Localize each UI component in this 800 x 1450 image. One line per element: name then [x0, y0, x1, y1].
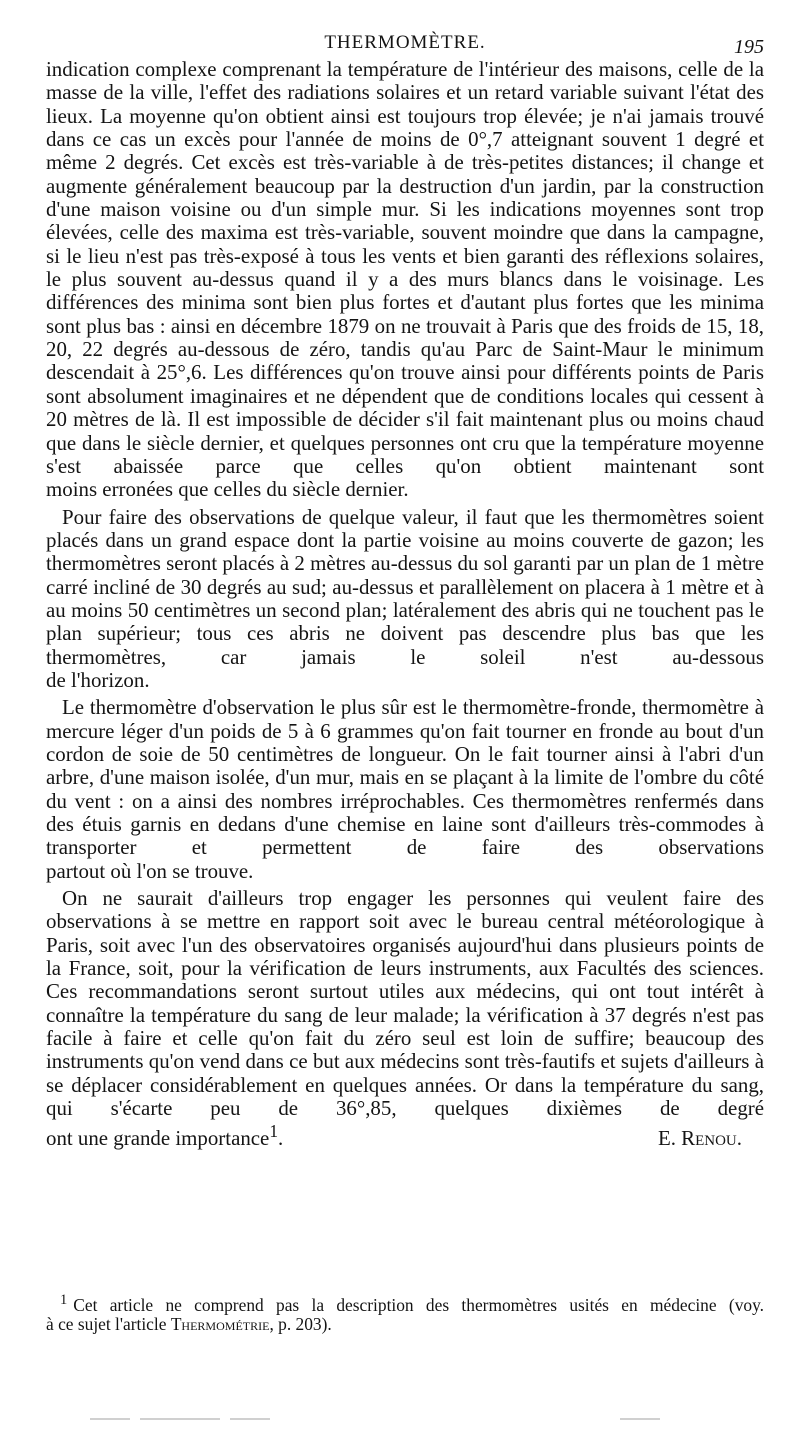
scan-artifact	[90, 1418, 130, 1420]
footnote	[46, 1291, 764, 1335]
paragraph-2-last-text: de l'horizon.	[46, 667, 150, 692]
footnote-mark: 1	[60, 1292, 68, 1308]
paragraph-1-last-text: moins erronées que celles du siècle dernier.	[46, 477, 409, 502]
paragraph-4-last-line	[46, 1120, 764, 1150]
scan-artifact	[140, 1418, 220, 1420]
scan-artifact	[620, 1418, 660, 1420]
page-header	[40, 28, 770, 58]
running-title: THERMOMÈTRE.	[324, 32, 486, 53]
scan-artifact	[230, 1418, 270, 1420]
paragraph-2-last-line	[46, 669, 764, 692]
page-number: 195	[734, 36, 764, 58]
paragraph-3-last-line	[46, 860, 764, 883]
paragraph-4: On ne saurait d'ailleurs trop engager les personnes qui veulent faire des observations à se mettre en rapport soit avec le bureau central météorologique à Paris, soit avec l'un des observatoires organisés aujourd'hui dans plusieurs points de la France, soit, pour la vérification de leurs instruments, aux Facultés des sciences. Ces recommandations seront surtout utiles aux médecins, qui ont tout intérêt à connaître la température du sang de leur malade; la vérification à 37 degrés n'est pas facile à faire et celle qu'on fait du zéro seul est loin de suffire; beaucoup des instruments qu'on vend dans ce but aux médecins sont très-fautifs et sujets d'ailleurs à se déplacer considérablement en quelques années. Or dans la température du sang, qui s'écarte peu de 36°,85, quelques dixièmes de degré	[46, 886, 764, 1121]
paragraph-4-last-text: ont une grande importance$^1$.	[46, 1121, 284, 1151]
paragraph-1: indication complexe comprenant la température de l'intérieur des maisons, celle de la masse de la ville, l'effet des radiations solaires et un retard variable suivant l'état des lieux. La moyenne qu'on obtient ainsi est toujours trop élevée; je n'ai jamais trouvé dans ce cas un excès pour l'année de moins de 0°,7 atteignant souvent 1 degré et même 2 degrés. Cet excès est très-variable à de très-petites distances; il change et augmente généralement beaucoup par la destruction d'un jardin, par la construction d'une maison voisine ou d'un simple mur. Si les indications moyennes sont trop élevées, celle des maxima est très-variable, souvent moindre que dans la campagne, si le lieu n'est pas très-exposé à tous les vents et bien garanti des réflexions solaires, le plus souvent au-dessus quand il y a des murs blancs dans le voisinage. Les différences des minima sont bien plus fortes et d'autant plus fortes que les minima sont plus bas : ainsi en décembre 1879 on ne trouvait à Paris que des froids de 15, 18, 20, 22 degrés au-dessous de zéro, tandis qu'au Parc de Saint-Maur le minimum descendait à 25°,6. Les différences qu'on trouve ainsi pour différents points de Paris sont absolument imaginaires et ne dépendent que de conditions locales qui cessent à 20 mètres de là. Il est impossible de décider s'il fait maintenant plus ou moins chaud que dans le siècle dernier, et quelques personnes ont cru que la température moyenne s'est abaissée parce que celles qu'on obtient maintenant sont	[46, 57, 764, 478]
footnote-line-1	[46, 1291, 764, 1315]
paragraph-3-last-text: partout où l'on se trouve.	[46, 858, 254, 883]
paragraph-1-last-line	[46, 478, 764, 501]
author-signature: E. Renou.	[657, 1126, 742, 1151]
main-text	[46, 58, 764, 1151]
footnote-cross-reference: Thermométrie	[170, 1314, 270, 1335]
paragraph-3: Le thermomètre d'observation le plus sûr est le thermomètre-fronde, thermomètre à mercure léger d'un poids de 5 à 6 grammes qu'on fait tourner en fronde au bout d'un cordon de soie de 50 centimètres de longueur. On le fait tourner ainsi à l'abri d'un arbre, d'une maison isolée, d'un mur, mais en se plaçant à la limite de l'ombre du côté du vent : on a ainsi des nombres irréprochables. Ces thermomètres renfermés dans des étuis garnis en dedans d'une chemise en laine sont d'ailleurs très-commodes à transporter et permettent de faire des observations	[46, 695, 764, 860]
footnote-text-1: Cet article ne comprend pas la description des thermomètres usités en médecine (voy.	[73, 1294, 764, 1315]
footnote-reference[interactable]: 1	[269, 1121, 279, 1142]
paragraph-2: Pour faire des observations de quelque valeur, il faut que les thermomètres soient placés dans un grand espace dont la partie voisine au moins couverte de gazon; les thermomètres seront placés à 2 mètres au-dessus du sol garanti par un plan de 1 mètre carré incliné de 30 degrés au sud; au-dessus et parallèlement on placera à 1 mètre et à au moins 50 centimètres un second plan; latéralement des abris qui ne touchent pas le plan supérieur; tous ces abris ne doivent pas descendre plus bas que les thermomètres, car jamais le soleil n'est au-dessous	[46, 504, 764, 669]
footnote-line-2: à ce sujet l'article Thermométrie, p. 203).	[46, 1314, 332, 1335]
